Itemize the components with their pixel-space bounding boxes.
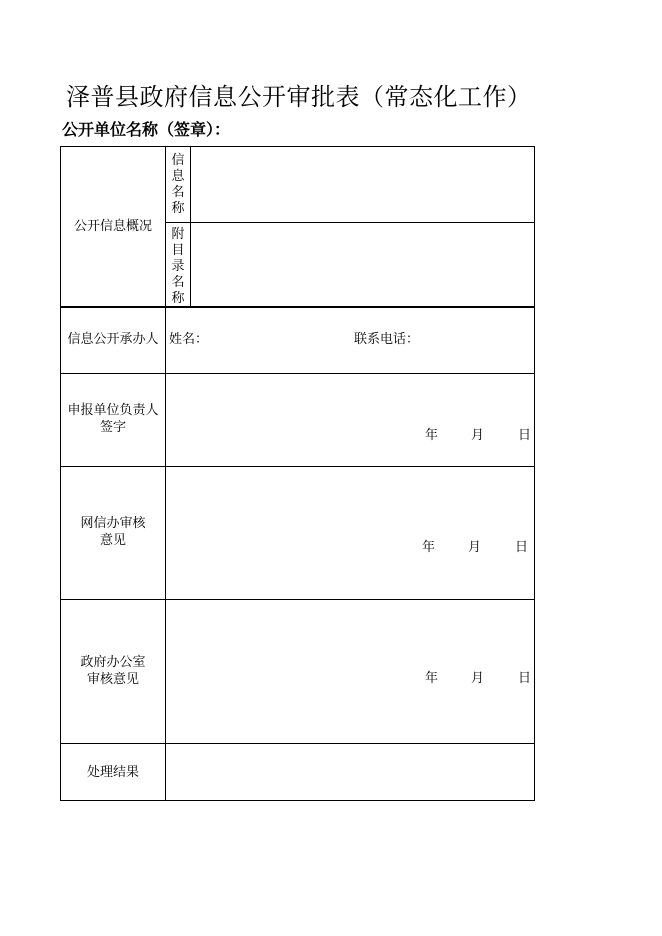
gov-office-review-label: 政府办公室 审核意见: [80, 655, 146, 687]
cyber-review-label: 网信办审核 意见: [80, 516, 146, 548]
unit-name-label: 公开单位名称（签章）：: [62, 120, 231, 139]
cyber-review-year: 年: [422, 540, 436, 555]
applicant-sign-label: 申报单位负责人 签字: [67, 403, 159, 435]
handler-label: 信息公开承办人: [67, 332, 159, 347]
handler-name-field[interactable]: [206, 325, 346, 355]
info-name-label: 信 息 名 称: [171, 153, 185, 216]
approval-form-table: [60, 146, 535, 801]
appendix-name-label: 附 目 录 名 称: [171, 227, 185, 306]
row-divider-1: [61, 306, 535, 308]
gov-office-review-year: 年: [425, 671, 439, 686]
info-name-field[interactable]: [191, 148, 535, 222]
handler-phone-field[interactable]: [421, 325, 531, 355]
gov-office-review-month: 月: [471, 671, 485, 686]
page-title: 泽普县政府信息公开审批表（常态化工作）: [66, 83, 532, 111]
applicant-sign-day: 日: [518, 428, 532, 443]
applicant-sign-year: 年: [425, 428, 439, 443]
applicant-sign-month: 月: [471, 428, 485, 443]
handler-name-label: 姓名：: [169, 332, 209, 347]
result-field[interactable]: [166, 744, 535, 801]
cyber-review-field[interactable]: [166, 467, 535, 599]
cyber-review-day: 日: [515, 540, 529, 555]
overview-label: 公开信息概况: [73, 219, 152, 234]
gov-office-review-day: 日: [518, 671, 532, 686]
handler-phone-label: 联系电话：: [354, 332, 420, 347]
appendix-name-field[interactable]: [191, 223, 535, 306]
applicant-sign-field[interactable]: [166, 374, 535, 466]
result-label: 处理结果: [86, 765, 139, 780]
cyber-review-month: 月: [468, 540, 482, 555]
